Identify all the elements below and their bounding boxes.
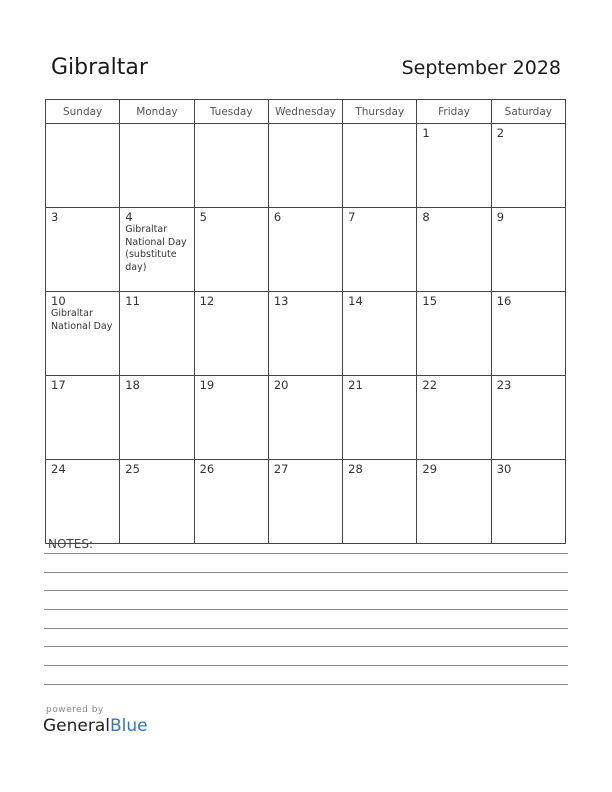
day-cell (46, 376, 120, 460)
day-cell (417, 124, 491, 208)
day-cell (268, 124, 342, 208)
day-cell (120, 292, 194, 376)
holiday-label: Gibraltar National Day (51, 308, 113, 332)
day-cell (268, 460, 342, 544)
weekday-header: Monday (120, 100, 194, 124)
day-cell (491, 124, 565, 208)
day-number: 14 (348, 294, 363, 308)
day-number: 11 (125, 294, 140, 308)
weekday-header: Sunday (46, 100, 120, 124)
day-number: 9 (496, 210, 505, 224)
day-cell (343, 124, 417, 208)
notes-line (44, 572, 568, 573)
week-row (46, 208, 566, 292)
weekday-header: Wednesday (268, 100, 342, 124)
day-number: 17 (51, 378, 66, 392)
day-cell (194, 292, 268, 376)
day-cell (343, 460, 417, 544)
day-number: 21 (348, 378, 363, 392)
day-number: 12 (199, 294, 215, 308)
day-number: 13 (273, 294, 289, 308)
day-number: 3 (51, 210, 59, 224)
day-cell (46, 124, 120, 208)
day-cell (268, 208, 342, 292)
calendar-grid (45, 99, 566, 544)
day-number: 27 (273, 462, 289, 476)
day-cell (194, 208, 268, 292)
day-number: 23 (496, 378, 512, 392)
notes-title: NOTES: (48, 537, 93, 551)
day-cell (194, 376, 268, 460)
calendar-month-title: September 2028 (401, 57, 561, 79)
notes-line (44, 590, 568, 591)
week-row (46, 460, 566, 544)
day-cell (120, 376, 194, 460)
day-cell (343, 376, 417, 460)
day-number: 30 (496, 462, 512, 476)
day-number: 25 (125, 462, 140, 476)
day-number: 26 (199, 462, 215, 476)
day-number: 6 (273, 210, 282, 224)
day-cell (46, 460, 120, 544)
day-cell (417, 208, 491, 292)
weekday-header: Friday (417, 100, 491, 124)
day-cell (417, 460, 491, 544)
day-number: 4 (125, 210, 133, 224)
day-number: 19 (199, 378, 215, 392)
day-cell (194, 460, 268, 544)
day-number: 10 (51, 294, 66, 308)
day-cell (343, 208, 417, 292)
generalblue-logo (43, 716, 148, 736)
logo-blue-text: Blue (110, 716, 148, 736)
day-number: 20 (273, 378, 289, 392)
notes-line (44, 684, 568, 685)
powered-by-text: powered by (46, 705, 104, 715)
day-cell (491, 208, 565, 292)
day-number: 2 (496, 126, 505, 140)
day-cell (417, 376, 491, 460)
weekday-header: Thursday (343, 100, 417, 124)
day-number: 18 (125, 378, 140, 392)
day-number: 24 (51, 462, 66, 476)
day-cell (120, 208, 194, 292)
notes-line (44, 628, 568, 629)
day-cell (120, 460, 194, 544)
day-number: 16 (496, 294, 512, 308)
day-number: 22 (422, 378, 438, 392)
week-row (46, 376, 566, 460)
notes-line (44, 646, 568, 647)
day-number: 8 (422, 210, 430, 224)
day-cell (120, 124, 194, 208)
weekday-header-row (46, 100, 566, 124)
day-cell (46, 208, 120, 292)
day-cell (46, 292, 120, 376)
logo-general-text: General (43, 716, 110, 736)
day-number: 1 (422, 126, 430, 140)
week-row (46, 292, 566, 376)
weekday-header: Saturday (491, 100, 565, 124)
day-number: 15 (422, 294, 438, 308)
day-cell (491, 460, 565, 544)
day-cell (268, 292, 342, 376)
day-cell (343, 292, 417, 376)
day-number: 29 (422, 462, 438, 476)
day-number: 28 (348, 462, 363, 476)
day-cell (491, 376, 565, 460)
notes-line (44, 609, 568, 610)
holiday-label: Gibraltar National Day (substitute day) (125, 224, 187, 273)
day-cell (194, 124, 268, 208)
notes-line (44, 553, 568, 554)
day-cell (491, 292, 565, 376)
notes-line (44, 665, 568, 666)
week-row (46, 124, 566, 208)
day-cell (268, 376, 342, 460)
day-number: 5 (199, 210, 207, 224)
calendar-country-title: Gibraltar (51, 55, 148, 80)
weekday-header: Tuesday (194, 100, 268, 124)
day-cell (417, 292, 491, 376)
day-number: 7 (348, 210, 356, 224)
